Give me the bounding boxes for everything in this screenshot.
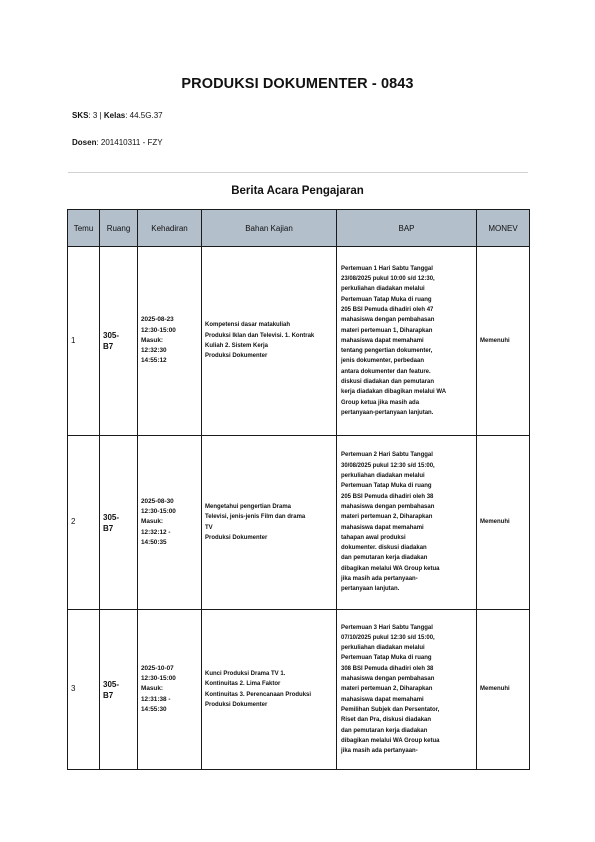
cell-bap-line: dibagikan melalui WA Group ketua xyxy=(341,565,440,572)
cell-kehadiran-line: 2025-10-07 xyxy=(141,664,174,672)
header-bahan-kajian: Bahan Kajian xyxy=(202,210,337,247)
divider xyxy=(68,172,528,173)
cell-bahan-kajian-line: Kunci Produksi Drama TV 1. xyxy=(205,670,286,677)
cell-ruang xyxy=(100,610,138,770)
cell-kehadiran-line: 12:32:30 xyxy=(141,347,167,355)
cell-bap-line: Pertemuan Tatap Muka di ruang xyxy=(341,296,432,303)
cell-kehadiran-line: 14:50:35 xyxy=(141,538,167,546)
document-title: PRODUKSI DOKUMENTER - 0843 xyxy=(181,76,414,92)
cell-bap xyxy=(337,610,477,770)
cell-bap-line: 308 BSI Pemuda dihadiri oleh 38 xyxy=(341,665,434,672)
cell-kehadiran-line: 12:31:38 - xyxy=(141,695,171,703)
cell-bap-line: 30/08/2025 pukul 12:30 s/d 15:00, xyxy=(341,462,435,469)
dosen-label: Dosen xyxy=(72,138,97,147)
cell-kehadiran-line: 14:55:12 xyxy=(141,357,167,365)
cell-temu: 3 xyxy=(68,610,100,770)
cell-bap-line: perkuliahan diadakan melalui xyxy=(341,473,425,480)
cell-bahan-kajian-line: Produksi Iklan dan Televisi. 1. Kontrak xyxy=(205,332,315,339)
cell-bap-line: materi pertemuan 2, Diharapkan xyxy=(341,514,433,521)
cell-bahan-kajian xyxy=(202,247,337,436)
cell-kehadiran-line: 12:32:12 - xyxy=(141,528,171,536)
cell-bap-line: dokumenter. diskusi diadakan xyxy=(341,545,427,552)
header-bap: BAP xyxy=(337,210,477,247)
cell-ruang-line: B7 xyxy=(103,523,114,533)
cell-bap-line: 205 BSI Pemuda dihadiri oleh 47 xyxy=(341,306,434,313)
cell-kehadiran-line: Masuk: xyxy=(141,518,164,526)
cell-ruang-line: 305- xyxy=(103,512,120,522)
cell-bap-line: tentang pengertian dokumenter, xyxy=(341,348,433,355)
cell-ruang xyxy=(100,436,138,610)
cell-bap-line: 205 BSI Pemuda dihadiri oleh 38 xyxy=(341,493,434,500)
cell-bap-line: mahasiswa dapat memahami xyxy=(341,524,424,531)
cell-temu: 1 xyxy=(68,247,100,436)
cell-bap-line: Pertemuan Tatap Muka di ruang xyxy=(341,483,432,490)
cell-bap-line: Group ketua jika masih ada xyxy=(341,399,420,406)
cell-bap-line: pertanyaan-pertanyaan lanjutan. xyxy=(341,409,434,416)
cell-bap-line: mahasiswa dengan pembahasan xyxy=(341,503,435,510)
cell-bap xyxy=(337,436,477,610)
bap-table xyxy=(67,209,530,770)
cell-ruang-line: B7 xyxy=(103,342,114,351)
cell-kehadiran-line: Masuk: xyxy=(141,336,164,344)
cell-bap-line: jika masih ada pertanyaan- xyxy=(341,748,418,755)
cell-ruang-line: 305- xyxy=(103,679,120,689)
cell-bap-line: diskusi diadakan dan pemutaran xyxy=(341,379,435,386)
cell-ruang xyxy=(100,247,138,436)
cell-bap-line: dan pemutaran kerja diadakan xyxy=(341,555,428,562)
cell-bap-line: 23/08/2025 pukul 10:00 s/d 12:30, xyxy=(341,276,435,283)
cell-kehadiran xyxy=(138,610,202,770)
cell-bap-line: Pertemuan 3 Hari Sabtu Tanggal xyxy=(341,624,433,631)
cell-bap-line: mahasiswa dapat memahami xyxy=(341,337,424,344)
cell-monev: Memenuhi xyxy=(477,610,530,770)
cell-ruang-line: B7 xyxy=(103,690,114,700)
cell-monev: Memenuhi xyxy=(477,247,530,436)
cell-bap-line: Pertemuan 1 Hari Sabtu Tanggal xyxy=(341,265,433,272)
cell-bap-line: dibagikan melalui WA Group ketua xyxy=(341,737,440,744)
sks-label: SKS xyxy=(72,111,89,120)
cell-bahan-kajian-line: Produksi Dokumenter xyxy=(205,534,268,541)
cell-bap-line: pertanyaan lanjutan. xyxy=(341,586,400,593)
header-kehadiran: Kehadiran xyxy=(138,210,202,247)
cell-bap-line: materi pertemuan 1, Diharapkan xyxy=(341,327,433,334)
cell-bap-line: jika masih ada pertanyaan- xyxy=(341,575,418,582)
cell-kehadiran-line: 12:30-15:00 xyxy=(141,675,176,683)
cell-bap xyxy=(337,247,477,436)
cell-bap-line: mahasiswa dengan pembahasan xyxy=(341,676,435,683)
cell-kehadiran-line: 12:30-15:00 xyxy=(141,326,176,334)
kelas-label: Kelas xyxy=(103,111,126,120)
cell-bap-line: jenis dokumenter, perbedaan xyxy=(341,358,425,365)
cell-bahan-kajian xyxy=(202,436,337,610)
table-row xyxy=(68,247,530,436)
dosen-value: : 201410311 - FZY xyxy=(96,138,163,147)
header-temu: Temu xyxy=(68,210,100,247)
cell-bap-line: perkuliahan diadakan melalui xyxy=(341,645,425,652)
cell-bap-line: mahasiswa dengan pembahasan xyxy=(341,317,435,324)
cell-bahan-kajian-line: Kompetensi dasar matakuliah xyxy=(205,322,291,329)
cell-bahan-kajian-line: TV xyxy=(205,524,213,531)
cell-kehadiran xyxy=(138,436,202,610)
cell-kehadiran-line: 2025-08-23 xyxy=(141,316,174,324)
cell-bap-line: 07/10/2025 pukul 12:30 s/d 15:00, xyxy=(341,634,435,641)
table-row xyxy=(68,610,530,770)
cell-kehadiran-line: 14:55:30 xyxy=(141,705,167,713)
cell-bahan-kajian-line: Mengetahui pengertian Drama xyxy=(205,503,292,510)
cell-kehadiran-line: 2025-08-30 xyxy=(141,497,174,505)
cell-temu: 2 xyxy=(68,436,100,610)
cell-bap-line: materi pertemuan 2, Diharapkan xyxy=(341,686,433,693)
cell-bahan-kajian-line: Produksi Dokumenter xyxy=(205,353,268,360)
cell-bap-line: perkuliahan diadakan melalui xyxy=(341,286,425,293)
table-row xyxy=(68,436,530,610)
cell-bap-line: Pertemuan 2 Hari Sabtu Tanggal xyxy=(341,452,433,459)
cell-bap-line: mahasiswa dapat memahami xyxy=(341,696,424,703)
cell-bahan-kajian xyxy=(202,610,337,770)
header-ruang: Ruang xyxy=(100,210,138,247)
cell-bap-line: kerja diadakan dibagikan melalui WA xyxy=(341,389,447,396)
cell-bahan-kajian-line: Kuliah 2. Sistem Kerja xyxy=(205,343,269,349)
sks-kelas-line xyxy=(72,111,163,120)
cell-kehadiran-line: Masuk: xyxy=(141,685,164,693)
section-title: Berita Acara Pengajaran xyxy=(231,185,364,197)
cell-ruang-line: 305- xyxy=(103,331,120,340)
sks-value: : 3 | xyxy=(88,111,104,120)
cell-kehadiran-line: 12:30-15:00 xyxy=(141,508,176,516)
kelas-value: : 44.5G.37 xyxy=(125,111,163,120)
cell-monev: Memenuhi xyxy=(477,436,530,610)
cell-bap-line: antara dokumenter dan feature. xyxy=(341,368,431,375)
cell-bahan-kajian-line: Kontinuitas 3. Perencanaan Produksi xyxy=(205,691,312,698)
cell-bahan-kajian-line: Produksi Dokumenter xyxy=(205,701,268,708)
cell-kehadiran xyxy=(138,247,202,436)
table-header-row xyxy=(68,210,530,247)
header-monev: MONEV xyxy=(477,210,530,247)
cell-bahan-kajian-line: Kontinuitas 2. Lima Faktor xyxy=(205,681,281,688)
cell-bap-line: Riset dan Pra, diskusi diadakan xyxy=(341,717,432,724)
cell-bap-line: tahapan awal produksi xyxy=(341,534,406,541)
cell-bahan-kajian-line: Televisi, jenis-jenis Film dan drama xyxy=(205,514,306,521)
dosen-line xyxy=(72,138,163,147)
cell-bap-line: Pemilihan Subjek dan Persentator, xyxy=(341,706,440,713)
cell-bap-line: dan pemutaran kerja diadakan xyxy=(341,727,428,734)
cell-bap-line: Pertemuan Tatap Muka di ruang xyxy=(341,655,432,662)
